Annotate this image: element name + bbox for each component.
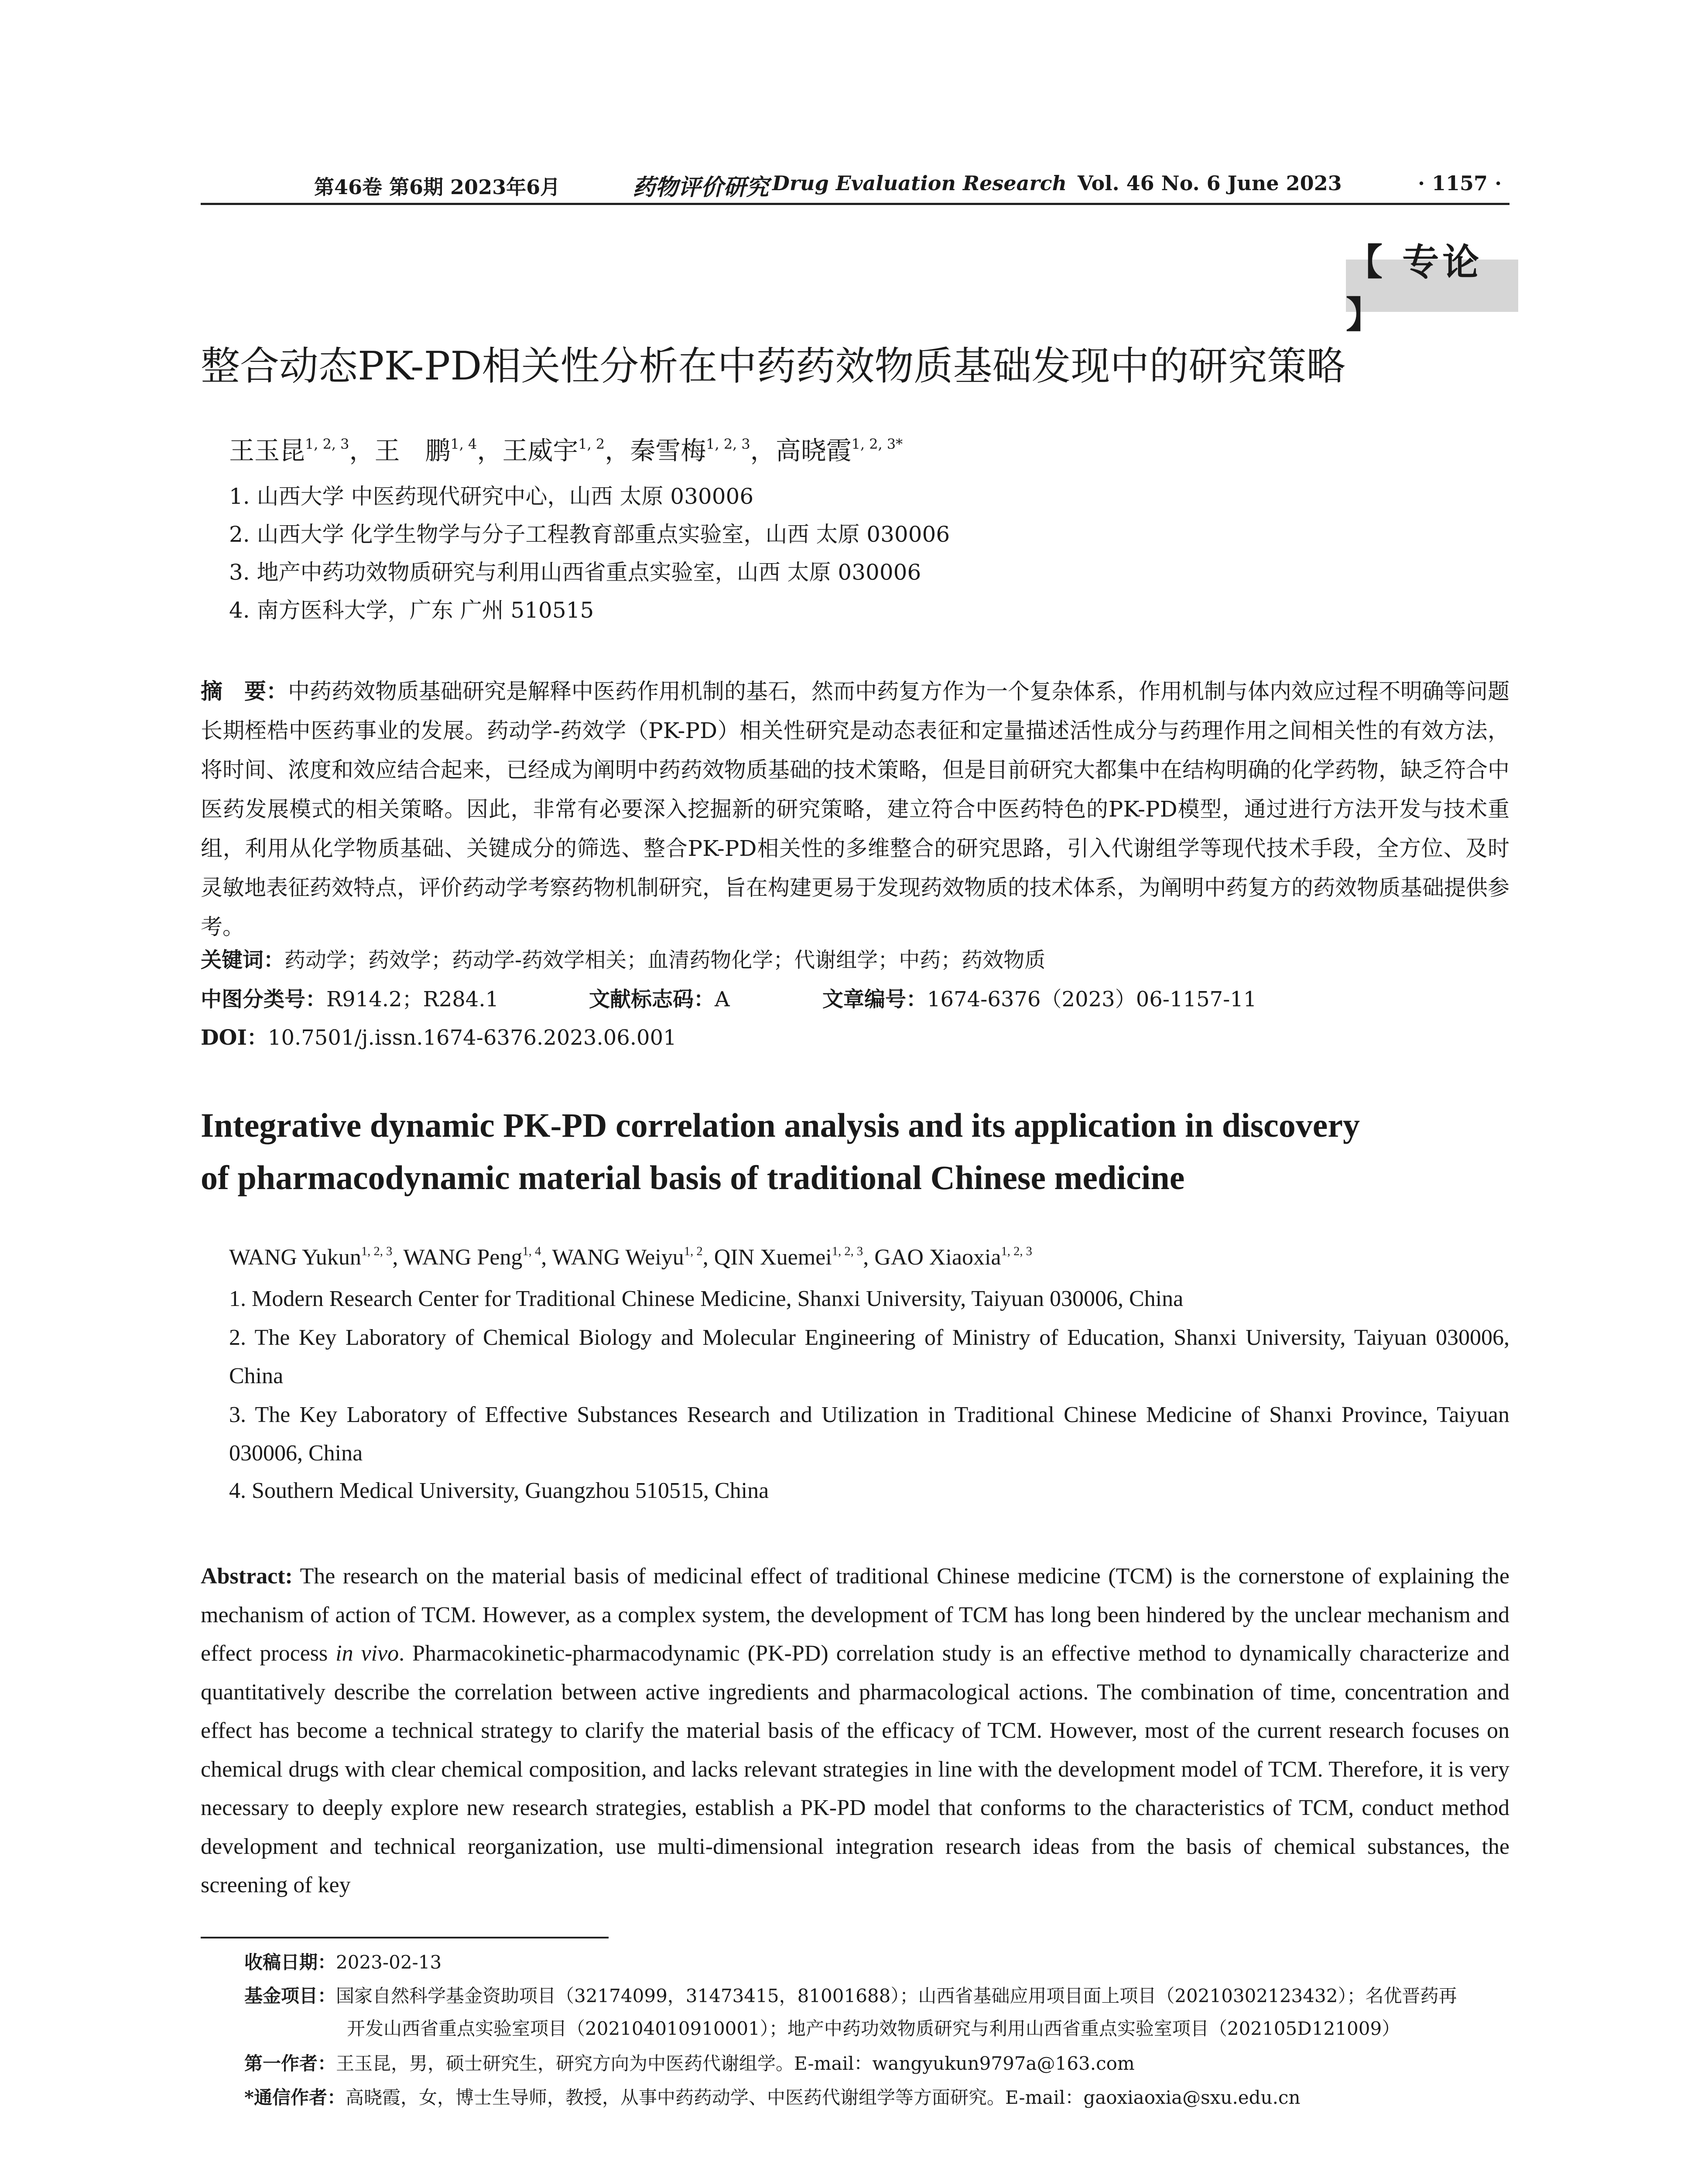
cn-title: 整合动态PK-PD相关性分析在中药药效物质基础发现中的研究策略 bbox=[201, 343, 1346, 389]
header-volume-en: Vol. 46 No. 6 June 2023 bbox=[1078, 171, 1342, 195]
en-author-aff: 1, 2, 3 bbox=[832, 1244, 863, 1258]
doi-label: DOI： bbox=[201, 1026, 268, 1050]
classification-line bbox=[201, 985, 499, 1014]
article-number-label: 文章编号： bbox=[822, 987, 928, 1012]
section-tag: 【 专论 】 bbox=[1346, 260, 1518, 312]
received-value: 2023-02-13 bbox=[336, 1952, 442, 1973]
en-author: WANG Weiyu bbox=[552, 1245, 684, 1270]
cn-author-aff: 1, 2, 3 bbox=[706, 436, 750, 453]
keywords-text: 药动学；药效学；药动学-药效学相关；血清药物化学；代谢组学；中药；药效物质 bbox=[284, 948, 1046, 972]
cn-author: 王玉昆 bbox=[229, 436, 305, 465]
en-author: WANG Peng bbox=[403, 1245, 523, 1270]
en-author-separator: , bbox=[702, 1245, 714, 1270]
cn-author-aff: 1, 4 bbox=[450, 436, 477, 453]
cn-abstract bbox=[201, 672, 1509, 947]
en-author-separator: , bbox=[863, 1245, 875, 1270]
cn-author-aff: 1, 2 bbox=[578, 436, 605, 453]
en-affiliation: 3. The Key Laboratory of Effective Substances Research and Utilization in Traditional Chinese Medicine of Shanxi Province, Taiyuan 030006, China bbox=[229, 1402, 1509, 1466]
cn-author-list: 王玉昆$^{1, 2, 3}$，王 鹏$^{1, 4}$，王威宇$^{1, 2}$，秦雪梅$^{1, 2, 3}$，高晓霞$^{1, 2, 3*}$ bbox=[229, 436, 903, 465]
first-author-label: 第一作者： bbox=[244, 2053, 336, 2074]
en-affiliation: 1. Modern Research Center for Traditional Chinese Medicine, Shanxi University, Taiyuan 030006, China bbox=[229, 1286, 1184, 1311]
en-abstract-italic: in vivo bbox=[335, 1641, 399, 1666]
en-abstract-text: The research on the material basis of medicinal effect of traditional Chinese medicine (TCM) is the cornerstone of explaining the mechanism of action of TCM. However, as a complex system, the development of TCM has long been hindered by the unclear mechanism and effect process bbox=[201, 1564, 1509, 1666]
doi-value: 10.7501/j.issn.1674-6376.2023.06.001 bbox=[267, 1026, 677, 1050]
keywords bbox=[201, 946, 1045, 974]
header-page-number: · 1157 · bbox=[1418, 171, 1502, 195]
cn-author: 高晓霞 bbox=[775, 436, 852, 465]
cn-author: 秦雪梅 bbox=[630, 436, 706, 465]
clc-value: R914.2；R284.1 bbox=[326, 987, 499, 1012]
article-number bbox=[822, 985, 1256, 1014]
en-affiliation: 4. Southern Medical University, Guangzhou 510515, China bbox=[229, 1478, 769, 1503]
en-author-separator: , bbox=[541, 1245, 552, 1270]
en-affiliation: 2. The Key Laboratory of Chemical Biology and Molecular Engineering of Ministry of Education, Shanxi University, Taiyuan 030006, China bbox=[229, 1325, 1509, 1388]
en-author-aff: 1, 2 bbox=[684, 1244, 703, 1258]
cn-affiliation: 4. 南方医科大学，广东 广州 510515 bbox=[229, 598, 594, 623]
en-author: WANG Yukun bbox=[229, 1245, 361, 1270]
en-title-line: Integrative dynamic PK-PD correlation analysis and its application in discovery bbox=[201, 1106, 1360, 1144]
en-author: GAO Xiaoxia bbox=[874, 1245, 1001, 1270]
en-abstract-label: Abstract: bbox=[201, 1564, 293, 1589]
en-author-aff: 1, 2, 3 bbox=[1001, 1244, 1032, 1258]
footnote-corresponding-author bbox=[244, 2084, 1301, 2111]
document-code bbox=[589, 985, 730, 1014]
footnote-received bbox=[244, 1949, 442, 1976]
first-author-value: 王玉昆，男，硕士研究生，研究方向为中医药代谢组学。E-mail：wangyukun9797a@163.com bbox=[336, 2053, 1135, 2074]
header-cn-issue: 第46卷 第6期 2023年6月 bbox=[314, 175, 561, 199]
cn-abstract-text: 中药药效物质基础研究是解释中医药作用机制的基石，然而中药复方作为一个复杂体系，作用机制与体内效应过程不明确等问题长期桎梏中医药事业的发展。药动学-药效学（PK-PD）相关性研究是动态表征和定量描述活性成分与药理作用之间相关性的有效方法，将时间、浓度和效应结合起来，已经成为阐明中药药效物质基础的技术策略，但是目前研究大都集中在结构明确的化学药物，缺乏符合中医药发展模式的相关策略。因此，非常有必要深入挖掘新的研究策略，建立符合中医药特色的PK-PD模型，通过进行方法开发与技术重组，利用从化学物质基础、关键成分的筛选、整合PK-PD相关性的多维整合的研究思路，引入代谢组学等现代技术手段，全方位、及时灵敏地表征药效特点，评价药动学考察药物机制研究，旨在构建更易于发现药效物质的技术体系，为阐明中药复方的药效物质基础提供参考。 bbox=[201, 679, 1509, 940]
en-author: QIN Xuemei bbox=[714, 1245, 832, 1270]
fund-value: 国家自然科学基金资助项目（32174099，31473415，81001688）；山西省基础应用项目面上项目（20210302123432）；名优晋药再 bbox=[336, 1985, 1457, 2007]
cn-affiliation: 3. 地产中药功效物质研究与利用山西省重点实验室，山西 太原 030006 bbox=[229, 560, 921, 585]
en-title-line: of pharmacodynamic material basis of traditional Chinese medicine bbox=[201, 1159, 1185, 1196]
en-author-list bbox=[229, 1243, 1032, 1272]
cn-author-aff: 1, 2, 3 bbox=[305, 436, 349, 453]
cn-author: 王威宇 bbox=[502, 436, 578, 465]
en-author-separator: , bbox=[392, 1245, 404, 1270]
cn-author-aff: 1, 2, 3* bbox=[851, 436, 903, 453]
footnote-rule bbox=[201, 1937, 609, 1938]
en-author-aff: 1, 4 bbox=[522, 1244, 541, 1258]
header-rule bbox=[201, 203, 1509, 205]
en-abstract-text: . Pharmacokinetic-pharmacodynamic (PK-PD) correlation study is an effective method to dynamically characterize and quantitatively describe the correlation between active ingredients and pharmacological actions. The combination of time, concentration and effect has become a technical strategy to clarify the material basis of the efficacy of TCM. However, most of the current research focuses on chemical drugs with clear chemical composition, and lacks relevant strategies in line with the development model of TCM. Therefore, it is very necessary to deeply explore new research strategies, establish a PK-PD model that conforms to the characteristics of TCM, conduct method development and technical reorganization, use multi-dimensional integration research ideas from the basis of chemical substances, the screening of key bbox=[201, 1641, 1509, 1897]
corresponding-label: *通信作者： bbox=[244, 2087, 346, 2108]
fund-label: 基金项目： bbox=[244, 1985, 336, 2007]
journal-logo: 药物评价研究 bbox=[633, 174, 769, 201]
doi bbox=[201, 1023, 677, 1052]
doc-code-label: 文献标志码： bbox=[589, 987, 715, 1012]
cn-affiliation: 1. 山西大学 中医药现代研究中心，山西 太原 030006 bbox=[229, 484, 754, 509]
article-number-value: 1674-6376（2023）06-1157-11 bbox=[927, 987, 1257, 1012]
cn-author: 王 鹏 bbox=[374, 436, 451, 465]
en-abstract bbox=[201, 1557, 1509, 1905]
clc-label: 中图分类号： bbox=[201, 987, 327, 1012]
footnote-first-author bbox=[244, 2050, 1135, 2077]
received-label: 收稿日期： bbox=[244, 1952, 336, 1973]
footnote-fund-continued: 开发山西省重点实验室项目（202104010910001）；地产中药功效物质研究与利用山西省重点实验室项目（202105D121009） bbox=[347, 2018, 1400, 2039]
header-journal-en: Drug Evaluation Research bbox=[772, 171, 1067, 195]
cn-affiliation: 2. 山西大学 化学生物学与分子工程教育部重点实验室，山西 太原 030006 bbox=[229, 522, 950, 547]
running-header bbox=[201, 167, 1509, 202]
doc-code-value: A bbox=[715, 987, 730, 1012]
cn-abstract-label: 摘 要： bbox=[201, 678, 288, 704]
keywords-label: 关键词： bbox=[201, 948, 285, 972]
footnote-fund bbox=[244, 1983, 1457, 2010]
en-title bbox=[201, 1099, 1509, 1204]
en-author-aff: 1, 2, 3 bbox=[361, 1244, 393, 1258]
corresponding-value: 高晓霞，女，博士生导师，教授，从事中药药动学、中医药代谢组学等方面研究。E-mail：gaoxiaoxia@sxu.edu.cn bbox=[345, 2087, 1301, 2108]
